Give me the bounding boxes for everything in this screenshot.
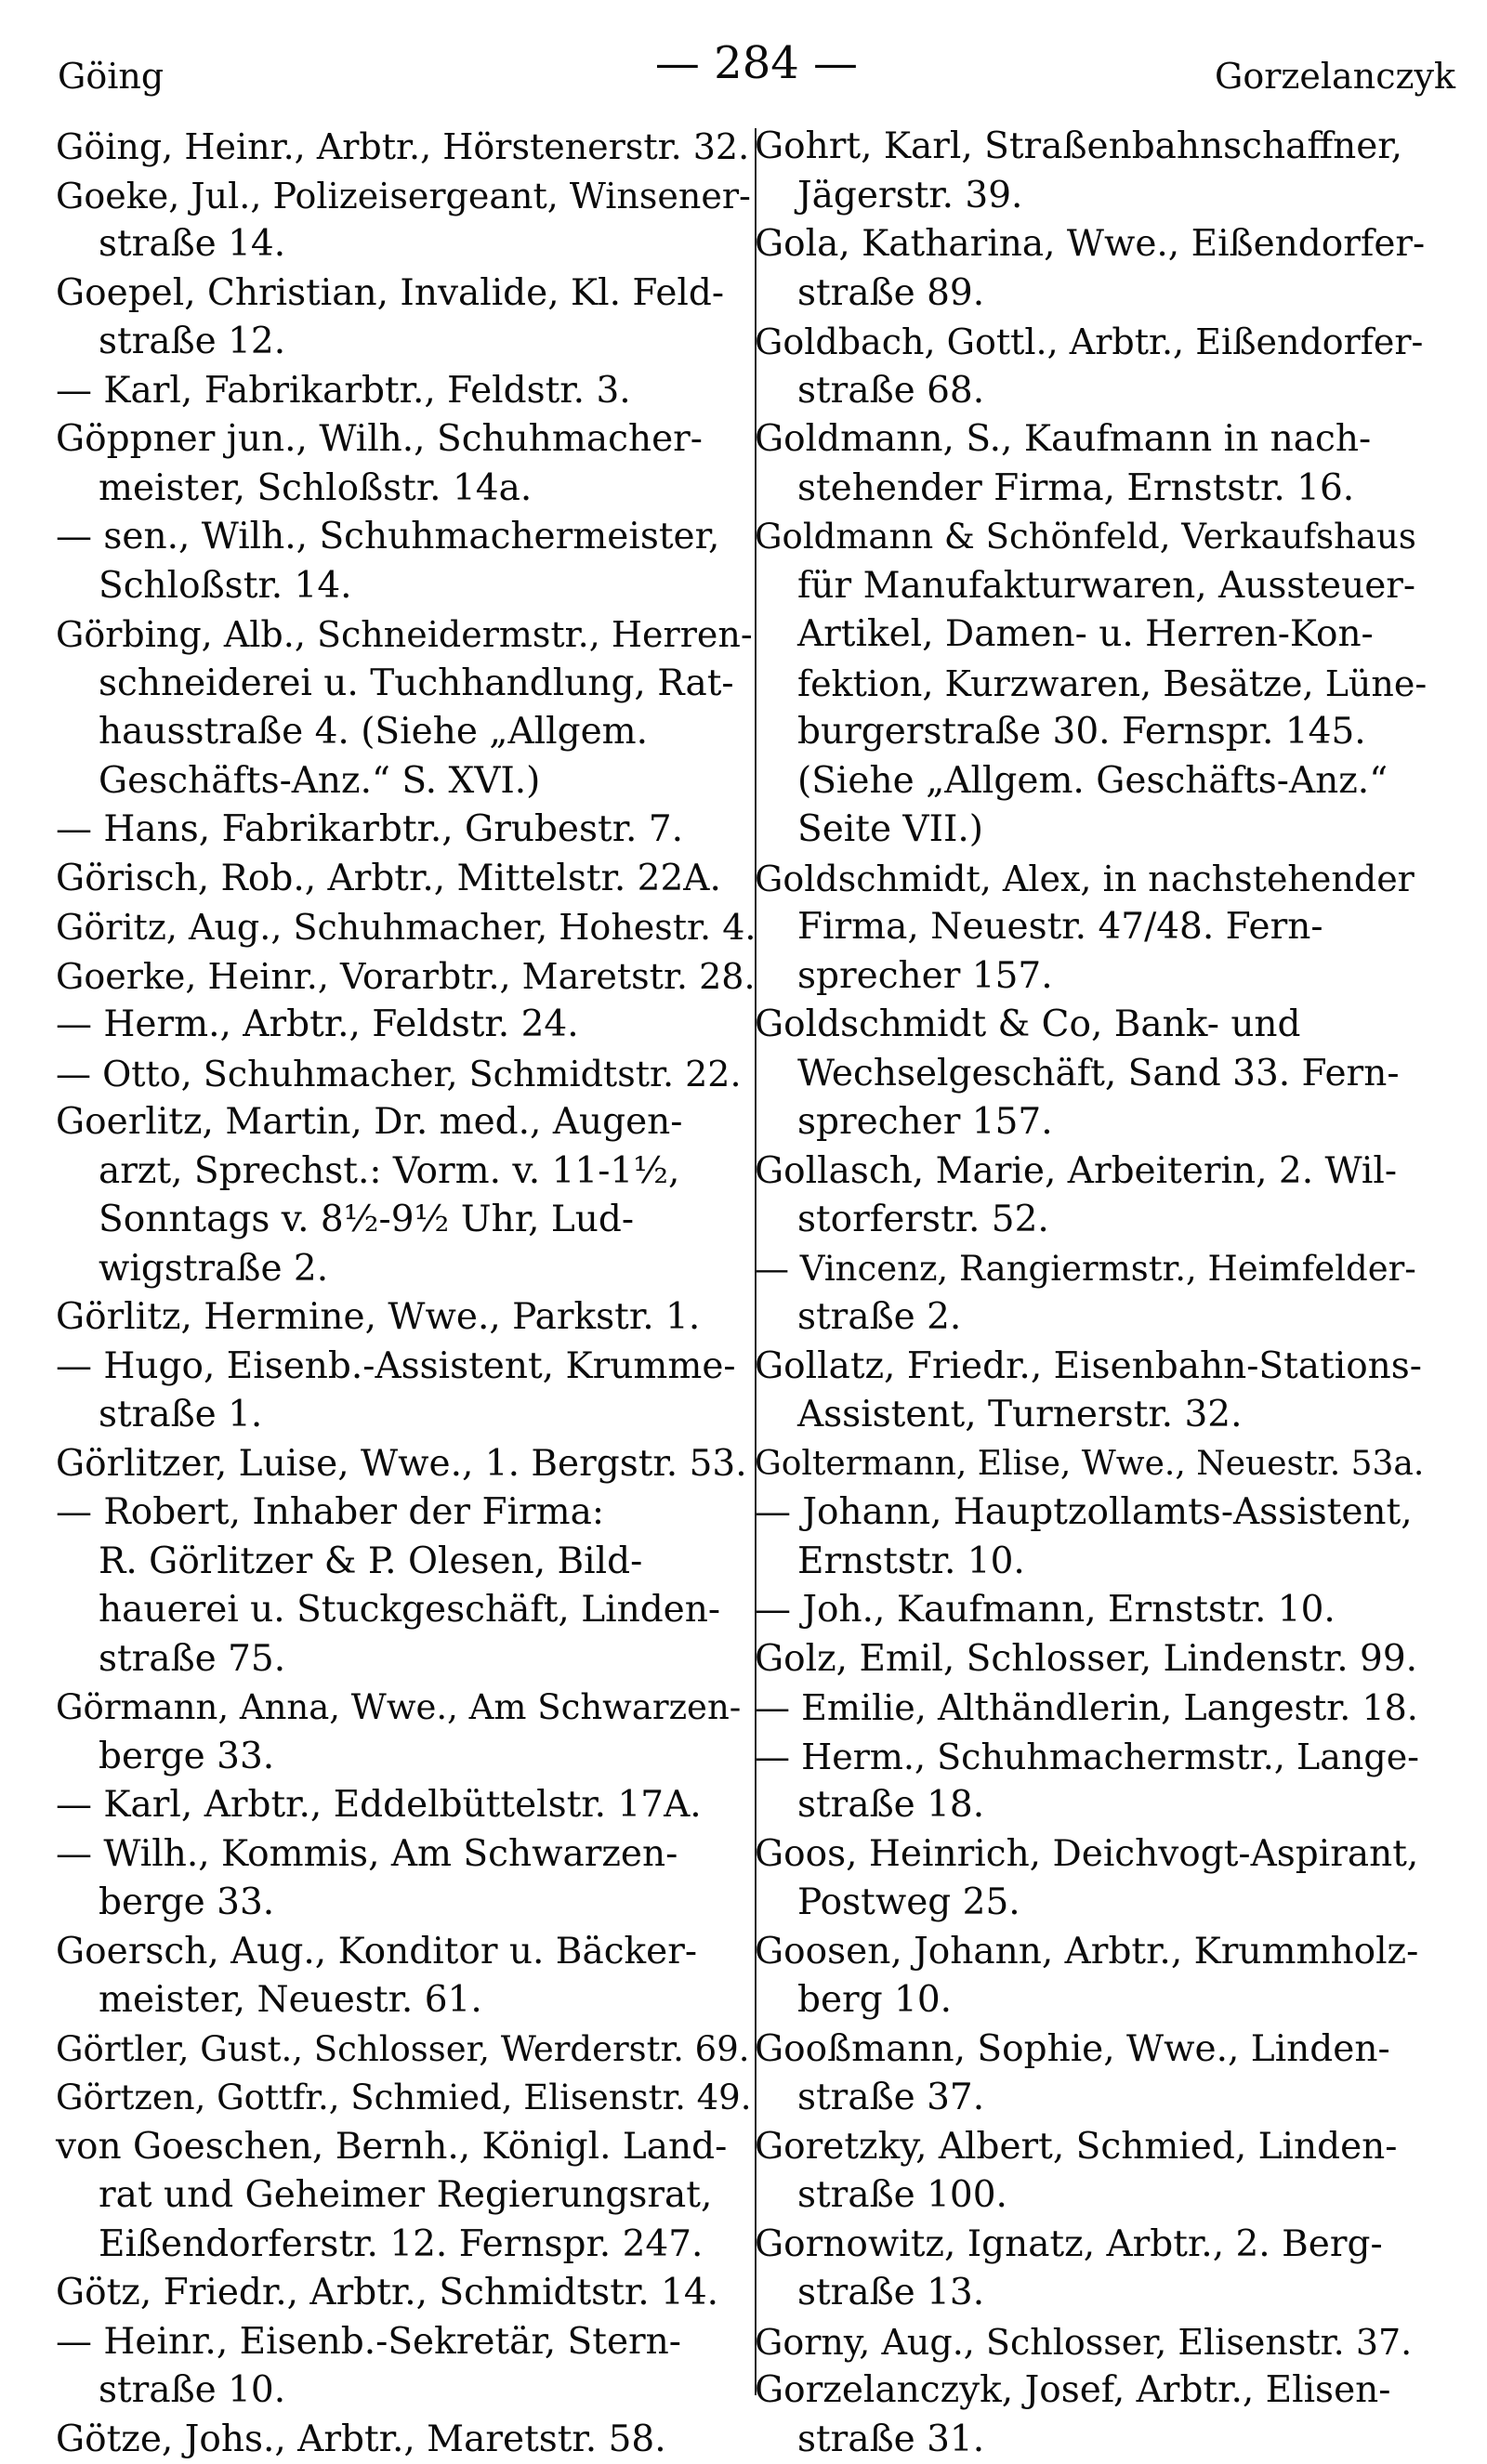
directory-line: Gollatz, Friedr., Eisenbahn-Stations- <box>755 1343 1428 1392</box>
directory-line: — sen., Wilh., Schuhmachermeister, <box>56 513 755 562</box>
directory-line: meister, Neuestr. 61. <box>56 1976 755 2025</box>
directory-line: Gola, Katharina, Wwe., Eißendorfer- <box>755 220 1428 269</box>
directory-line: Goldmann, S., Kaufmann in nach- <box>755 415 1428 465</box>
directory-line: Gornowitz, Ignatz, Arbtr., 2. Berg- <box>755 2221 1428 2270</box>
directory-line: Wechselgeschäft, Sand 33. Fern- <box>755 1050 1428 1099</box>
directory-line: Görlitzer, Luise, Wwe., 1. Bergstr. 53. <box>56 1440 755 1489</box>
directory-line: Goeke, Jul., Polizeisergeant, Winsener- <box>56 172 755 221</box>
directory-line: straße 10. <box>56 2366 755 2416</box>
directory-line: berge 33. <box>56 1733 755 1782</box>
directory-line: straße 100. <box>755 2171 1428 2221</box>
directory-line: Görlitz, Hermine, Wwe., Parkstr. 1. <box>56 1293 755 1343</box>
directory-line: — Joh., Kaufmann, Ernststr. 10. <box>755 1586 1428 1635</box>
directory-line: — Herm., Schuhmachermstr., Lange- <box>755 1733 1428 1782</box>
directory-line: Gorzelanczyk, Josef, Arbtr., Elisen- <box>755 2366 1428 2416</box>
directory-line: burgerstraße 30. Fernspr. 145. <box>755 708 1428 757</box>
directory-line: Jägerstr. 39. <box>755 172 1428 221</box>
directory-line: Goretzky, Albert, Schmied, Linden- <box>755 2123 1428 2172</box>
directory-line: Golz, Emil, Schlosser, Lindenstr. 99. <box>755 1635 1428 1684</box>
directory-line: hauerei u. Stuckgeschäft, Linden- <box>56 1586 755 1635</box>
header-left-catchword: Göing <box>58 56 164 97</box>
directory-line: Geschäfts-Anz.“ S. XVI.) <box>56 757 755 806</box>
right-column <box>755 123 1428 2464</box>
page-header <box>58 37 1455 93</box>
directory-line: Gohrt, Karl, Straßenbahnschaffner, <box>755 123 1428 172</box>
directory-line: Görtler, Gust., Schlosser, Werderstr. 69. <box>56 2025 755 2075</box>
directory-line: Goerke, Heinr., Vorarbtr., Maretstr. 28. <box>56 952 755 1002</box>
directory-line: R. Görlitzer & P. Olesen, Bild- <box>56 1538 755 1587</box>
directory-line: Gollasch, Marie, Arbeiterin, 2. Wil- <box>755 1147 1428 1197</box>
directory-line: Goersch, Aug., Konditor u. Bäcker- <box>56 1928 755 1977</box>
page-number: — 284 — <box>58 37 1455 89</box>
directory-line: Goosen, Johann, Arbtr., Krummholz- <box>755 1928 1428 1977</box>
directory-line: Götz, Friedr., Arbtr., Schmidtstr. 14. <box>56 2269 755 2318</box>
directory-line: Göppner jun., Wilh., Schuhmacher- <box>56 415 755 465</box>
directory-line: — Hans, Fabrikarbtr., Grubestr. 7. <box>56 806 755 855</box>
directory-line: berge 33. <box>56 1879 755 1928</box>
directory-line: fektion, Kurzwaren, Besätze, Lüne- <box>755 660 1428 709</box>
directory-line: Schloßstr. 14. <box>56 562 755 611</box>
directory-line: Görmann, Anna, Wwe., Am Schwarzen- <box>56 1684 755 1733</box>
directory-line: meister, Schloßstr. 14a. <box>56 465 755 514</box>
directory-line: Sonntags v. 8½-9½ Uhr, Lud- <box>56 1196 755 1245</box>
directory-line: straße 1. <box>56 1391 755 1440</box>
directory-line: arzt, Sprechst.: Vorm. v. 11-1½, <box>56 1147 755 1197</box>
directory-line: Goldmann & Schönfeld, Verkaufshaus <box>755 513 1428 562</box>
directory-line: Ernststr. 10. <box>755 1538 1428 1587</box>
directory-line: für Manufakturwaren, Aussteuer- <box>755 562 1428 611</box>
directory-line: straße 31. <box>755 2416 1428 2464</box>
directory-line: Görisch, Rob., Arbtr., Mittelstr. 22A. <box>56 855 755 904</box>
directory-line: Göing, Heinr., Arbtr., Hörstenerstr. 32. <box>56 123 755 172</box>
directory-line: Götze, Johs., Arbtr., Maretstr. 58. <box>56 2416 755 2464</box>
directory-line: wigstraße 2. <box>56 1245 755 1294</box>
directory-line: storferstr. 52. <box>755 1196 1428 1245</box>
directory-line: — Wilh., Kommis, Am Schwarzen- <box>56 1830 755 1880</box>
directory-line: Goldbach, Gottl., Arbtr., Eißendorfer- <box>755 318 1428 367</box>
directory-line: hausstraße 4. (Siehe „Allgem. <box>56 708 755 757</box>
directory-line: (Siehe „Allgem. Geschäfts-Anz.“ <box>755 757 1428 806</box>
directory-line: sprecher 157. <box>755 952 1428 1002</box>
directory-line: Goos, Heinrich, Deichvogt-Aspirant, <box>755 1830 1428 1880</box>
directory-line: rat und Geheimer Regierungsrat, <box>56 2171 755 2221</box>
directory-line: schneiderei u. Tuchhandlung, Rat- <box>56 660 755 709</box>
directory-line: Goepel, Christian, Invalide, Kl. Feld- <box>56 269 755 319</box>
directory-line: straße 12. <box>56 318 755 367</box>
directory-line: — Heinr., Eisenb.-Sekretär, Stern- <box>56 2318 755 2367</box>
directory-line: — Emilie, Althändlerin, Langestr. 18. <box>755 1684 1428 1733</box>
directory-line: — Robert, Inhaber der Firma: <box>56 1488 755 1538</box>
directory-line: stehender Firma, Ernststr. 16. <box>755 465 1428 514</box>
directory-line: Seite VII.) <box>755 806 1428 855</box>
directory-line: straße 13. <box>755 2269 1428 2318</box>
directory-line: straße 68. <box>755 367 1428 416</box>
header-right-catchword: Gorzelanczyk <box>1215 56 1455 97</box>
directory-line: Goltermann, Elise, Wwe., Neuestr. 53a. <box>755 1440 1428 1489</box>
directory-line: straße 14. <box>56 220 755 269</box>
directory-line: — Johann, Hauptzollamts-Assistent, <box>755 1488 1428 1538</box>
directory-line: Goldschmidt & Co, Bank- und <box>755 1001 1428 1050</box>
directory-line: Gooßmann, Sophie, Wwe., Linden- <box>755 2025 1428 2075</box>
directory-line: — Hugo, Eisenb.-Assistent, Krumme- <box>56 1343 755 1392</box>
directory-line: Artikel, Damen- u. Herren-Kon- <box>755 610 1428 660</box>
directory-line: Goldschmidt, Alex, in nachstehender <box>755 855 1428 904</box>
directory-line: — Vincenz, Rangiermstr., Heimfelder- <box>755 1245 1428 1294</box>
directory-line: sprecher 157. <box>755 1098 1428 1147</box>
directory-line: Postweg 25. <box>755 1879 1428 1928</box>
directory-line: straße 18. <box>755 1781 1428 1830</box>
directory-line: — Karl, Fabrikarbtr., Feldstr. 3. <box>56 367 755 416</box>
directory-line: von Goeschen, Bernh., Königl. Land- <box>56 2123 755 2172</box>
directory-line: Eißendorferstr. 12. Fernspr. 247. <box>56 2221 755 2270</box>
directory-line: — Otto, Schuhmacher, Schmidtstr. 22. <box>56 1050 755 1099</box>
directory-line: straße 89. <box>755 269 1428 319</box>
directory-line: straße 2. <box>755 1293 1428 1343</box>
directory-line: Görtzen, Gottfr., Schmied, Elisenstr. 49. <box>56 2074 755 2123</box>
left-column <box>56 123 755 2464</box>
directory-line: straße 37. <box>755 2074 1428 2123</box>
directory-line: — Karl, Arbtr., Eddelbüttelstr. 17A. <box>56 1781 755 1830</box>
directory-line: Goerlitz, Martin, Dr. med., Augen- <box>56 1098 755 1147</box>
directory-line: Assistent, Turnerstr. 32. <box>755 1391 1428 1440</box>
directory-line: — Herm., Arbtr., Feldstr. 24. <box>56 1001 755 1050</box>
directory-line: straße 75. <box>56 1635 755 1684</box>
directory-line: Görbing, Alb., Schneidermstr., Herren- <box>56 610 755 660</box>
directory-line: Gorny, Aug., Schlosser, Elisenstr. 37. <box>755 2318 1428 2367</box>
directory-line: Firma, Neuestr. 47/48. Fern- <box>755 903 1428 952</box>
directory-line: berg 10. <box>755 1976 1428 2025</box>
directory-line: Göritz, Aug., Schuhmacher, Hohestr. 4. <box>56 903 755 952</box>
